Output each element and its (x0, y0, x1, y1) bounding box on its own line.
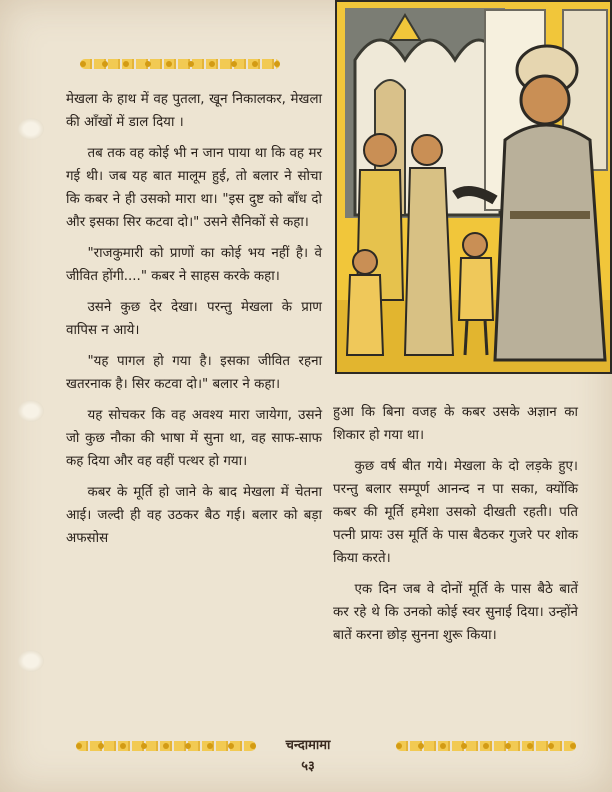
footer-ornament-left (76, 739, 256, 753)
punch-hole (18, 400, 44, 422)
paragraph: तब तक वह कोई भी न जान पाया था कि वह मर गई थी। जब यह बात मालूम हुई, तो बलार ने सोचा कि कबर ने ही उसको मारा था। "इस दुष्ट को बाँध दो और इसका सिर कटवा दो।" उसने सैनिकों से कहा। (66, 146, 322, 230)
right-text-column (333, 401, 578, 655)
paragraph: "राजकुमारी को प्राणों का कोई भय नहीं है। वे जीवित होंगी...." कबर ने साहस करके कहा। (66, 246, 322, 284)
paragraph: एक दिन जब वे दोनों मूर्ति के पास बैठे बातें कर रहे थे कि उनको कोई स्वर सुनाई दिया। उन्होंने बातें करना छोड़ सुनना शुरू किया। (333, 582, 578, 643)
footer-ornament-right (396, 739, 576, 753)
paragraph: कबर के मूर्ति हो जाने के बाद मेखला में चेतना आई। जल्दी ही वह उठकर बैठ गई। बलार को बड़ा अफसोस (66, 485, 322, 546)
punch-hole (18, 118, 44, 140)
punch-hole (18, 650, 44, 672)
paragraph: उसने कुछ देर देखा। परन्तु मेखला के प्राण वापिस न आये। (66, 300, 322, 338)
story-illustration (335, 0, 612, 374)
left-text-column (66, 88, 322, 558)
top-ornament-border (80, 57, 280, 71)
page-number: ५३ (301, 759, 315, 774)
magazine-title: चन्दामामा (285, 738, 331, 753)
paragraph: हुआ कि बिना वजह के कबर उसके अज्ञान का शिकार हो गया था। (333, 405, 578, 443)
paragraph: मेखला के हाथ में वह पुतला, खून निकालकर, मेखला की आँखों में डाल दिया । (66, 92, 322, 130)
illustration-artwork (335, 0, 612, 374)
paragraph: कुछ वर्ष बीत गये। मेखला के दो लड़के हुए। परन्तु बलार सम्पूर्ण आनन्द न पा सका, क्योंकि कबर की मूर्ति हमेशा उसको दीखती रहती। पति पत्नी प्रायः उस मूर्ति के पास बैठकर गुजरे पर शोक किया करते। (333, 459, 578, 566)
paragraph: "यह पागल हो गया है। इसका जीवित रहना खतरनाक है। सिर कटवा दो।" बलार ने कहा। (66, 354, 322, 392)
paragraph: यह सोचकर कि वह अवश्य मारा जायेगा, उसने जो कुछ नौका की भाषा में सुना था, वह साफ-साफ कह दिया और वह वहीं पत्थर हो गया। (66, 408, 322, 469)
